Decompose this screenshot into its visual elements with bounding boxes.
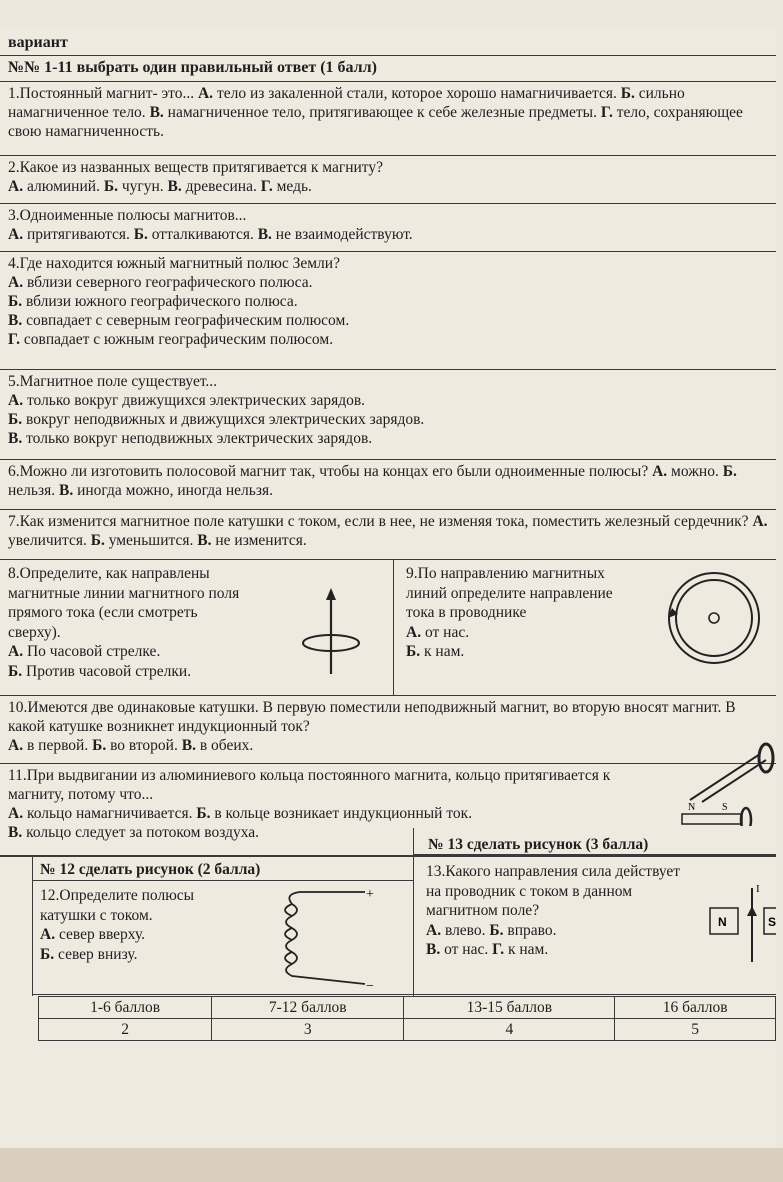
q8-text: 8.Определите, как направлены магнитные линии магнитного поля прямого тока (если смотреть сверху). [8, 565, 240, 641]
q9-text: 9.По направлению магнитных линий определите направление тока в проводнике [406, 565, 613, 621]
q12-text: 12.Определите полюсы катушки с током. [40, 887, 195, 924]
score-table [38, 996, 776, 1041]
coil-plus-label: + [366, 887, 374, 902]
test-sheet [0, 28, 776, 1148]
question-7 [0, 510, 776, 560]
conductor-field-figure [708, 878, 776, 964]
q13-text: 13.Какого направления сила действует на проводник с током в данном магнитном поле? [426, 863, 681, 919]
q13-answers-cd: В. от нас. Г. к нам. [426, 941, 549, 958]
coil-figure [270, 884, 390, 994]
q12-answer-a: А. север вверху. [40, 926, 146, 943]
table-surface [0, 1148, 783, 1182]
score-grade: 3 [212, 1019, 404, 1041]
question-12 [32, 884, 232, 966]
pole-n-label: N [718, 915, 727, 929]
question-1 [0, 82, 776, 156]
q4-answer-d: Г. совпадает с южным географическим полюсом. [8, 331, 334, 348]
question-3 [0, 204, 776, 252]
question-10 [0, 696, 776, 764]
q2-text: 2.Какое из названных веществ притягивается к магниту? [8, 159, 383, 176]
q12-header-line [32, 880, 413, 881]
score-grade: 2 [39, 1019, 212, 1041]
score-range: 16 баллов [615, 997, 776, 1019]
score-ranges-row [39, 997, 776, 1019]
q7-text: 7.Как изменится магнитное поле катушки с током, если в нее, не изменяя тока, поместить железный сердечник? А. увеличится. Б. уменьшится. В. не изменится. [8, 513, 768, 549]
section1-label: №№ 1-11 выбрать один правильный ответ (1 балл) [8, 59, 377, 76]
q13-header-line [413, 854, 776, 855]
score-range: 7-12 баллов [212, 997, 404, 1019]
q3-answers: А. притягиваются. Б. отталкиваются. В. не взаимодействуют. [8, 226, 413, 243]
q10-answers: А. в первой. Б. во второй. В. в обеих. [8, 737, 254, 754]
q5-answer-a: А. только вокруг движущихся электрических зарядов. [8, 392, 366, 409]
magnet-n-label: N [688, 802, 696, 813]
q4-answer-b: Б. вблизи южного географического полюса. [8, 293, 298, 310]
q10-text: 10.Имеются две одинаковые катушки. В первую поместили неподвижный магнит, во вторую вносят магнит. В какой катушке возникнет индукционный ток? [8, 699, 736, 735]
score-grade: 4 [404, 1019, 615, 1041]
q11-answer-a: А. кольцо намагничивается. Б. в кольце возникает индукционный ток. [8, 805, 473, 822]
current-label: I [756, 883, 760, 895]
ring-magnet-figure [680, 730, 776, 826]
field-lines-figure [664, 568, 764, 668]
question-5 [0, 370, 776, 460]
variant-label: вариант [8, 34, 68, 51]
q8-answer-a: А. По часовой стрелке. [8, 643, 161, 660]
question-6 [0, 460, 776, 510]
q5-answer-b: Б. вокруг неподвижных и движущихся электрических зарядов. [8, 411, 425, 428]
q13-answers-ab: А. влево. Б. вправо. [426, 921, 557, 939]
q5-text: 5.Магнитное поле существует... [8, 373, 218, 390]
q2-answers: А. алюминий. Б. чугун. В. древесина. Г. медь. [8, 178, 312, 195]
q4-answer-c: В. совпадает с северным географическим полюсом. [8, 312, 350, 329]
q9-answer-a: А. от нас. [406, 623, 470, 641]
score-range: 1-6 баллов [39, 997, 212, 1019]
section-heading [0, 56, 776, 82]
q11-answer-c: В. кольцо следует за потоком воздуха. [8, 824, 260, 841]
q5-answer-c: В. только вокруг неподвижных электрических зарядов. [8, 430, 373, 447]
q12-answer-b: Б. север внизу. [40, 945, 138, 963]
q13-header: № 13 сделать рисунок (3 балла) [428, 836, 649, 853]
q12-q13-bottom-line [32, 994, 776, 995]
score-grades-row [39, 1019, 776, 1041]
q3-text: 3.Одноименные полюсы магнитов... [8, 207, 247, 224]
q8-q9-divider [393, 560, 394, 696]
q12-header: № 12 сделать рисунок (2 балла) [40, 861, 261, 878]
variant-heading [0, 28, 776, 56]
q4-text: 4.Где находится южный магнитный полюс Земли? [8, 255, 340, 272]
q9-answer-b: Б. к нам. [406, 643, 465, 660]
pole-s-label: S [768, 915, 776, 929]
q11-text: 11.При выдвигании из алюминиевого кольца постоянного магнита, кольцо притягивается к магниту, потому что... [8, 767, 611, 803]
q4-answer-a: А. вблизи северного географического полюса. [8, 274, 313, 291]
score-range: 13-15 баллов [404, 997, 615, 1019]
score-grade: 5 [615, 1019, 776, 1041]
straight-current-figure [296, 588, 366, 678]
q6-text: 6.Можно ли изготовить полосовой магнит так, чтобы на концах его были одноименные полюсы? А. можно. Б. нельзя. В. иногда можно, иногда нельзя. [8, 463, 737, 499]
question-8 [0, 562, 250, 683]
q1-text: 1.Постоянный магнит- это... А. тело из закаленной стали, которое хорошо намагничивается. Б. сильно намагниченное тело. В. намагниченное тело, притягивающее к себе железные предметы. Г. тело, сохраняющее свою намагниченность. [8, 85, 743, 140]
magnet-s-label: S [722, 802, 728, 813]
q8-answer-b: Б. Против часовой стрелки. [8, 662, 192, 680]
question-2 [0, 156, 776, 204]
question-4 [0, 252, 776, 370]
question-13 [418, 860, 698, 962]
coil-minus-label: − [366, 979, 374, 994]
question-9 [398, 562, 638, 664]
